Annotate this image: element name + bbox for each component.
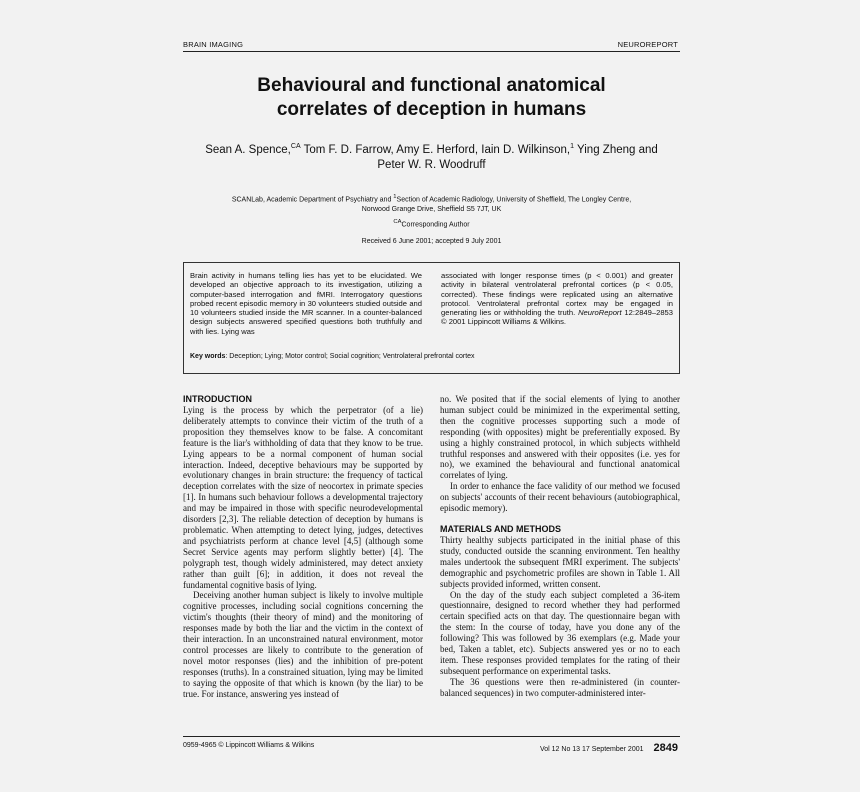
author-spence: Sean A. Spence, [205,143,291,156]
abstract-journal-name: NeuroReport [578,308,622,318]
body-left-column [183,394,423,699]
intro-paragraph-4: In order to enhance the face validity of our method we focused on subjects' accounts of their recent behaviours (autobiographical, episodic memory). [440,481,680,514]
affiliation-part-a: SCANLab, Academic Department of Psychiatry and [231,196,394,204]
author-list [183,139,680,173]
methods-paragraph-1: Thirty healthy subjects participated in the initial phase of this study, conducted outside the scanning environment. Ten healthy males undertook the subsequent fMRI experiment. The subjects' demographic and psychometric profiles are shown in Table 1. All subjects provided informed, written consent. [440,534,680,589]
keywords [190,353,675,360]
footer-rule [183,736,680,737]
authors-line-2: Peter W. R. Woodruff [377,158,486,171]
affiliation-part-b: Section of Academic Radiology, University of Sheffield, The Longley Centre, [396,196,632,204]
corresponding-text: Corresponding Author [401,221,470,229]
running-header-journal: NEUROREPORT [617,40,678,49]
header-rule [183,51,680,52]
abstract-right-text: associated with longer response times (p < 0.001) and greater activity in bilateral ventrolateral prefrontal cortices (p < 0.05, corrected). These findings were replicated using an alternative protocol. Ventrolateral prefrontal cortex may be engaged in generating lies or withholding the truth. [441,271,673,318]
footer-issue [540,742,678,754]
abstract-right-column [441,271,673,327]
author-sup-1: 1 [570,143,575,150]
intro-paragraph-2: Deceiving another human subject is likely to involve multiple cognitive processes, including social cognitions concerning the victim's thoughts (their theory of mind) and the monitoring of responses made by both the liar and the victim in the context of their interaction. In an unconstrained natural environment, motor control processes are likely to contribute to the generation of novel motor responses (lies) and the inhibition of pre-potent responses (truths). In a constrained situation, lying may be limited to saying the opposite of that which is known (by the liar) to be true. For instance, answering yes instead of [183,590,423,699]
corresponding-sup: CA [393,219,402,225]
methods-heading: MATERIALS AND METHODS [440,523,561,534]
introduction-heading: INTRODUCTION [183,394,252,404]
methods-paragraph-2: On the day of the study each subject completed a 36-item questionnaire, designed to record whether they had performed certain specified acts on that day. The questionnaire began with the stem: In the course of today, have you done any of the following? This was followed by 36 exemplars (e.g. Made your bed, Taken a tablet, etc). Subjects answered yes or no to each item. These responses provided templates for the rating of their subsequent performance on experimental tasks. [440,589,680,676]
article-title [183,74,680,122]
affiliation-line-2: Norwood Grange Drive, Sheffield S5 7JT, UK [361,206,502,214]
methods-paragraph-3: The 36 questions were then re-administered (in counter-balanced sequences) in two computer-administered inter- [440,676,680,698]
abstract-left-column: Brain activity in humans telling lies has yet to be elucidated. We developed an objective approach to its investigation, utilizing a computer-based interrogation and fMRI. Interrogatory questions probed recent episodic memory in 30 volunteers studied outside and 10 volunteers studied inside the MR scanner. In a counter-balanced design subjects answered specified questions both truthfully and with lies. Lying was [190,271,422,336]
affiliation [183,192,680,215]
abstract-citation: 12:2849–2853 © 2001 Lippincott Williams & Wilkins. [441,308,673,327]
keywords-label: Key words [190,353,226,360]
body-right-column [440,394,680,699]
corresponding-author [183,219,680,228]
title-line-2: correlates of deception in humans [276,99,587,120]
footer-copyright: 0959-4965 © Lippincott Williams & Wilkins [183,742,315,749]
running-header-section: BRAIN IMAGING [183,40,244,49]
footer-volume: Vol 12 No 13 17 September 2001 [539,746,644,753]
received-dates: Received 6 June 2001; accepted 9 July 2001 [361,238,502,245]
affiliation-sup: 1 [393,194,397,200]
author-zheng: Ying Zheng and [574,143,658,156]
author-sup-ca: CA [290,143,301,150]
keywords-text: : Deception; Lying; Motor control; Social cognition; Ventrolateral prefrontal cortex [225,353,475,360]
author-group: Tom F. D. Farrow, Amy E. Herford, Iain D. Wilkinson, [300,143,571,156]
authors-line-1 [183,139,680,158]
affiliation-line-1 [183,192,680,205]
title-line-1: Behavioural and functional anatomical [257,75,606,96]
intro-paragraph-3: no. We posited that if the social elements of lying to another human subject could be minimized in the experimental setting, then the cognitive processes supporting such a mode of responding (with opposites) might be preferentially exposed. By using a highly constrained protocol, in which subjects withheld truthful responses and answered with their opposites (i.e. yes for no), we examined the behavioural and functional anatomical correlates of lying. [440,394,680,481]
abstract-box [183,262,680,374]
intro-paragraph-1: Lying is the process by which the perpetrator (of a lie) deliberately attempts to convince their victim of the truth of a proposition they themselves know to be false. A concomitant feature is the liar's withholding of data that they know to be true. Lying appears to be a normal component of human social interaction. Indeed, deceptive behaviours may be supported by evolutionary changes in brain structure: the frequency of tactical deception correlates with the size of neocortex in primate species [1]. In humans such behaviour follows a developmental trajectory and may be impaired in those with specific neurodevelopmental disorders [2,3]. The reliable detection of deception by humans is problematic. When attempting to detect lying, judges, detectives and psychiatrists perform at chance level [4,5] (although some Secret Service agents may perform slightly better) [4]. The polygraph test, though widely administered, may detect anxiety rather than guilt [6]; in addition, it does not reveal the fundamental cognitive basis of lying. [183,405,423,590]
page-number: 2849 [653,742,678,754]
